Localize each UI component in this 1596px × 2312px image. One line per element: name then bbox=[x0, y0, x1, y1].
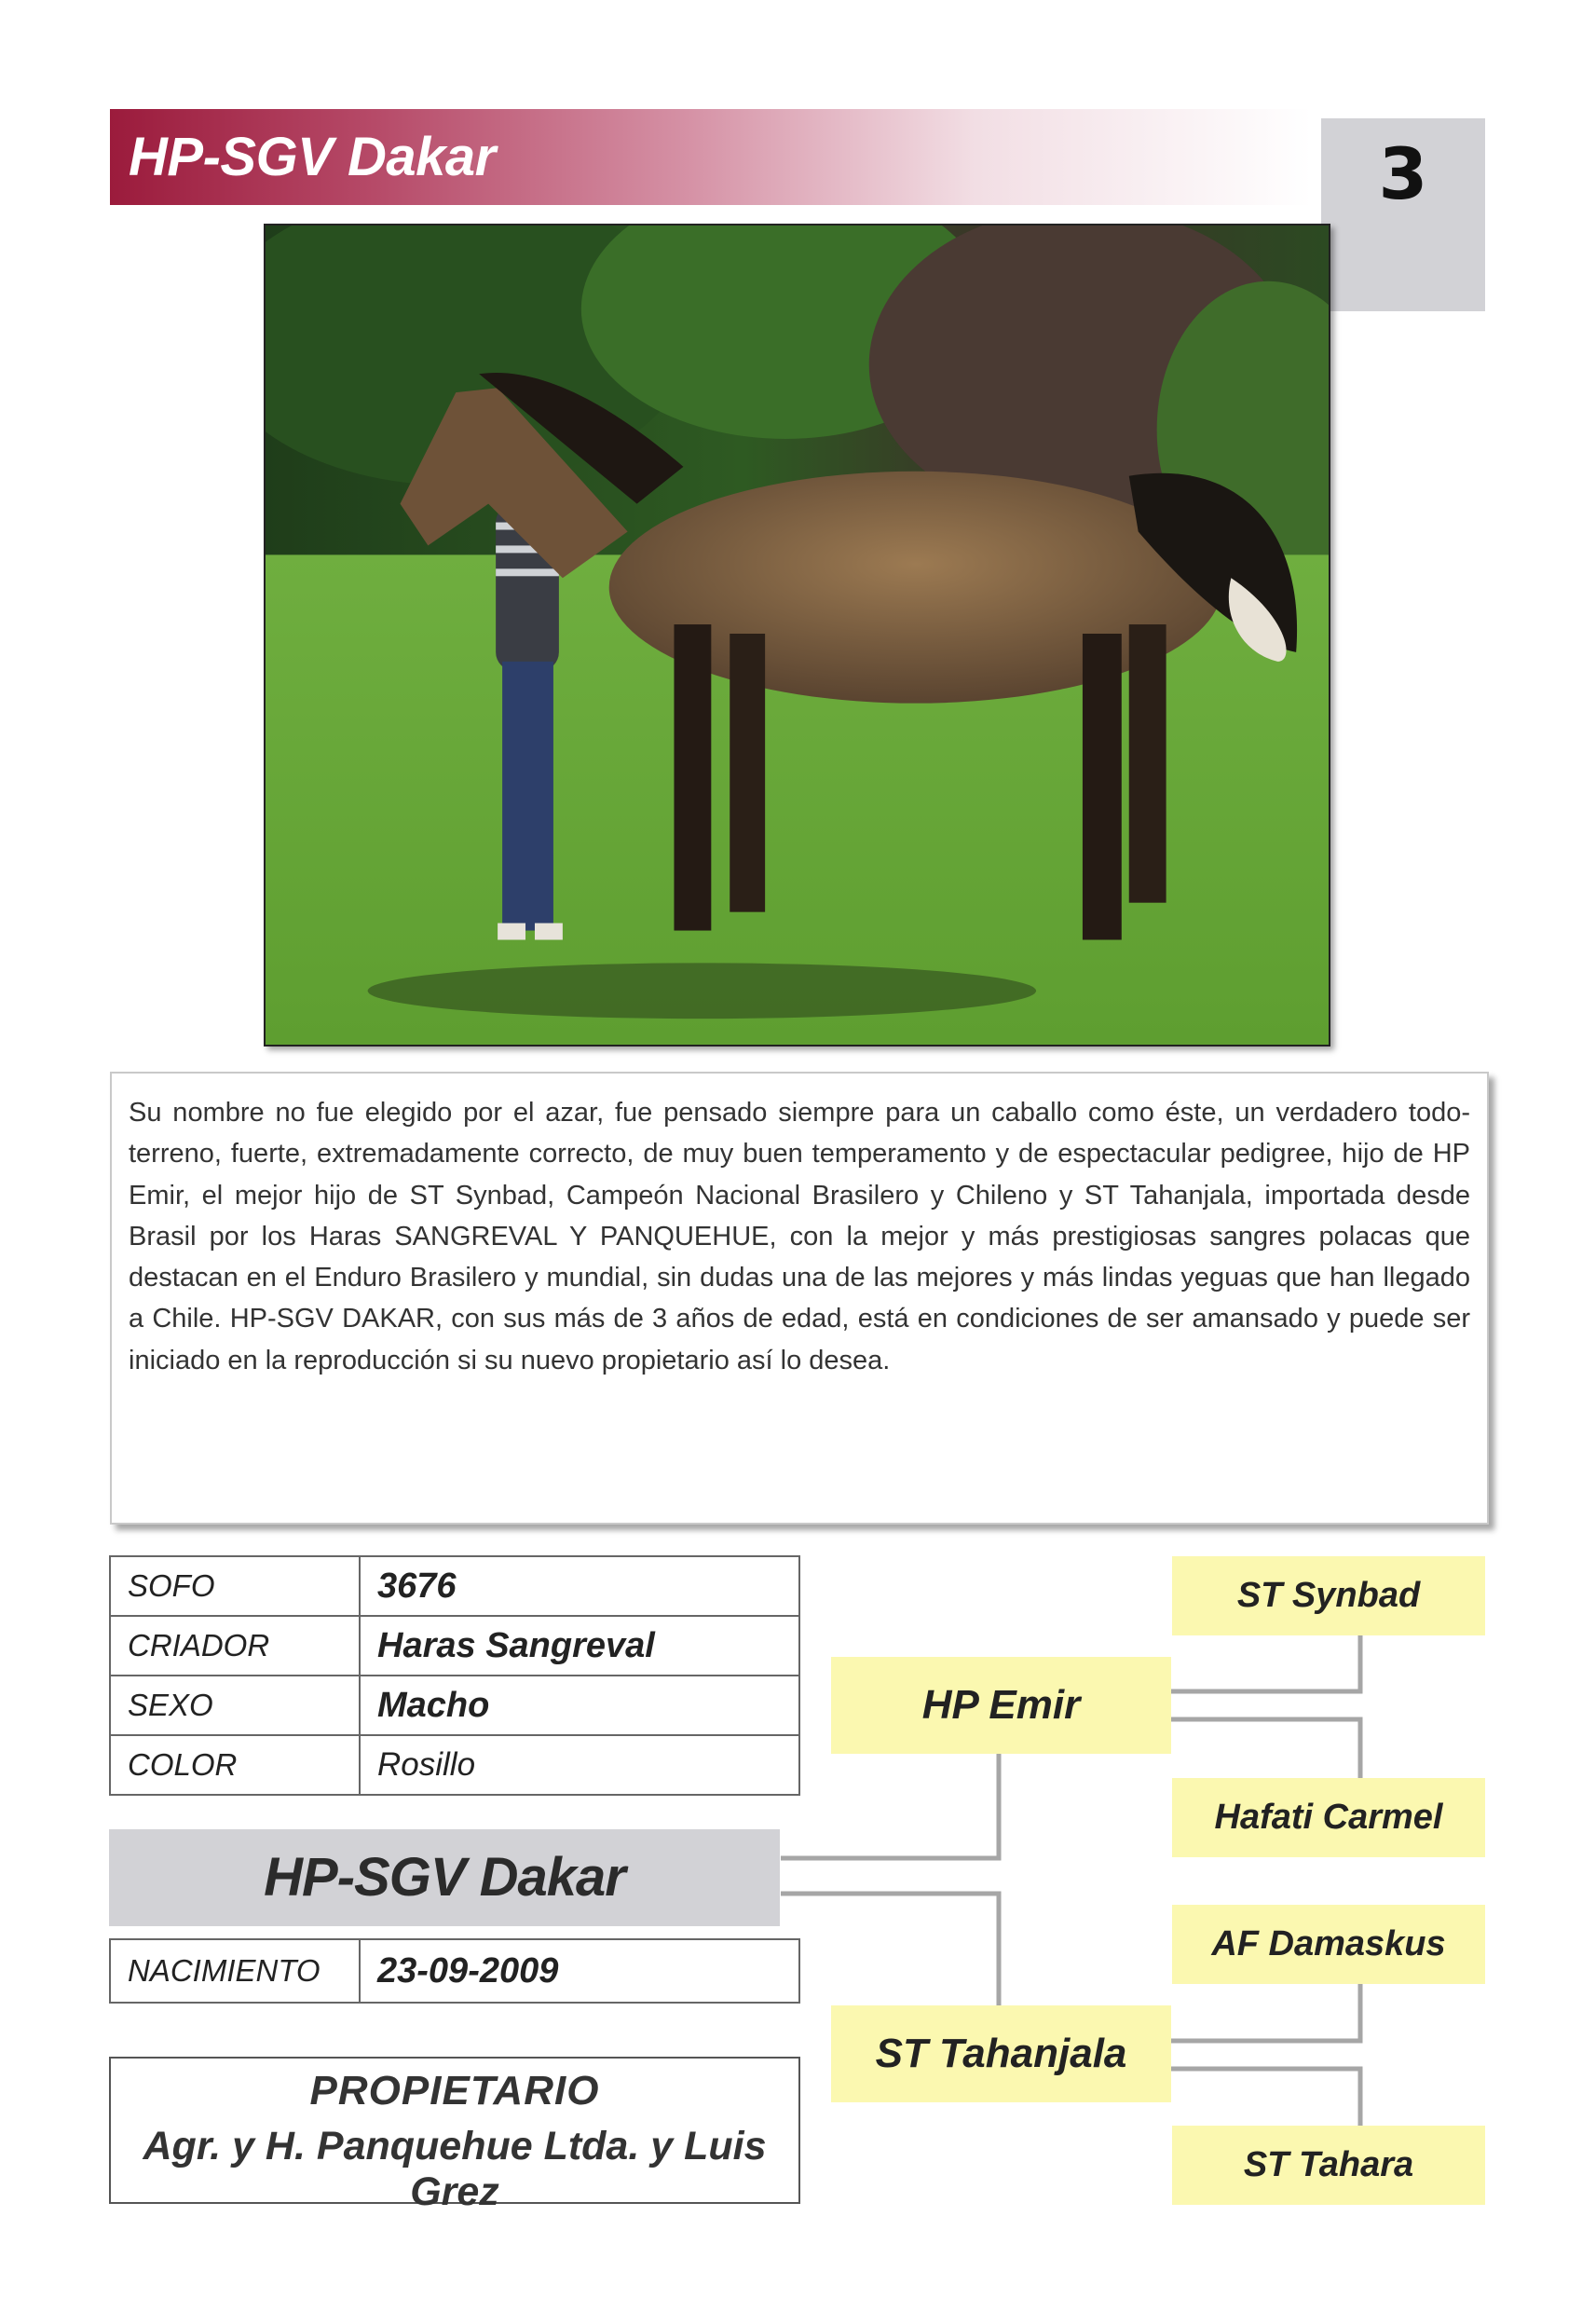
owner-box bbox=[109, 2057, 800, 2214]
table-row bbox=[110, 1676, 799, 1735]
horse-photo-illustration bbox=[266, 226, 1329, 1045]
table-row bbox=[110, 1939, 799, 2003]
sexo-label: SEXO bbox=[110, 1676, 360, 1735]
pedigree-sire-sire: ST Synbad bbox=[1172, 1556, 1485, 1635]
lot-number: 3 bbox=[1378, 132, 1428, 215]
owner-name: Agr. y H. Panquehue Ltda. y Luis Grez bbox=[143, 2124, 767, 2214]
sofo-label: SOFO bbox=[110, 1556, 360, 1616]
table-row bbox=[110, 1735, 799, 1795]
criador-label: CRIADOR bbox=[110, 1616, 360, 1676]
color-label: COLOR bbox=[110, 1735, 360, 1795]
description-text: Su nombre no fue elegido por el azar, fue pensado siempre para un caballo como éste, un verdadero todo-terreno, fuerte, extremadamente correcto, de muy buen temperamento y de espectacular pedigree, hijo de HP Emir, el mejor hijo de ST Synbad, Campeón Nacional Brasilero y Chileno y ST Tahanjala, importada desde Brasil por los Haras SANGREVAL Y PANQUEHUE, con la mejor y más prestigiosas sangres polacas que destacan en el Enduro Brasilero y mundial, sin dudas una de las mejores y más lindas yeguas que han llegado a Chile. HP-SGV DAKAR, con sus más de 3 años de edad, está en condiciones de ser amansado y puede ser iniciado en la reproducción si su nuevo propietario así lo desea. bbox=[129, 1098, 1470, 1375]
criador-value: Haras Sangreval bbox=[360, 1616, 799, 1676]
page-title: HP-SGV Dakar bbox=[129, 127, 496, 187]
birth-label: NACIMIENTO bbox=[110, 1939, 360, 2003]
pedigree-dam-dam: ST Tahara bbox=[1172, 2126, 1485, 2205]
table-row bbox=[110, 1556, 799, 1616]
horse-info-table bbox=[109, 1555, 800, 1796]
birth-value: 23-09-2009 bbox=[360, 1939, 799, 2003]
owner-title: PROPIETARIO bbox=[309, 2068, 600, 2114]
pedigree-dam: ST Tahanjala bbox=[831, 2005, 1171, 2102]
horse-photo bbox=[264, 224, 1330, 1047]
pedigree-dam-sire: AF Damaskus bbox=[1172, 1905, 1485, 1984]
color-value: Rosillo bbox=[360, 1735, 799, 1795]
horse-name-box: HP-SGV Dakar bbox=[109, 1829, 780, 1926]
pedigree-sire: HP Emir bbox=[831, 1657, 1171, 1754]
sexo-value: Macho bbox=[360, 1676, 799, 1735]
sofo-value: 3676 bbox=[360, 1556, 799, 1616]
table-row bbox=[110, 1616, 799, 1676]
pedigree-sire-dam: Hafati Carmel bbox=[1172, 1778, 1485, 1857]
birth-table bbox=[109, 1938, 800, 2004]
